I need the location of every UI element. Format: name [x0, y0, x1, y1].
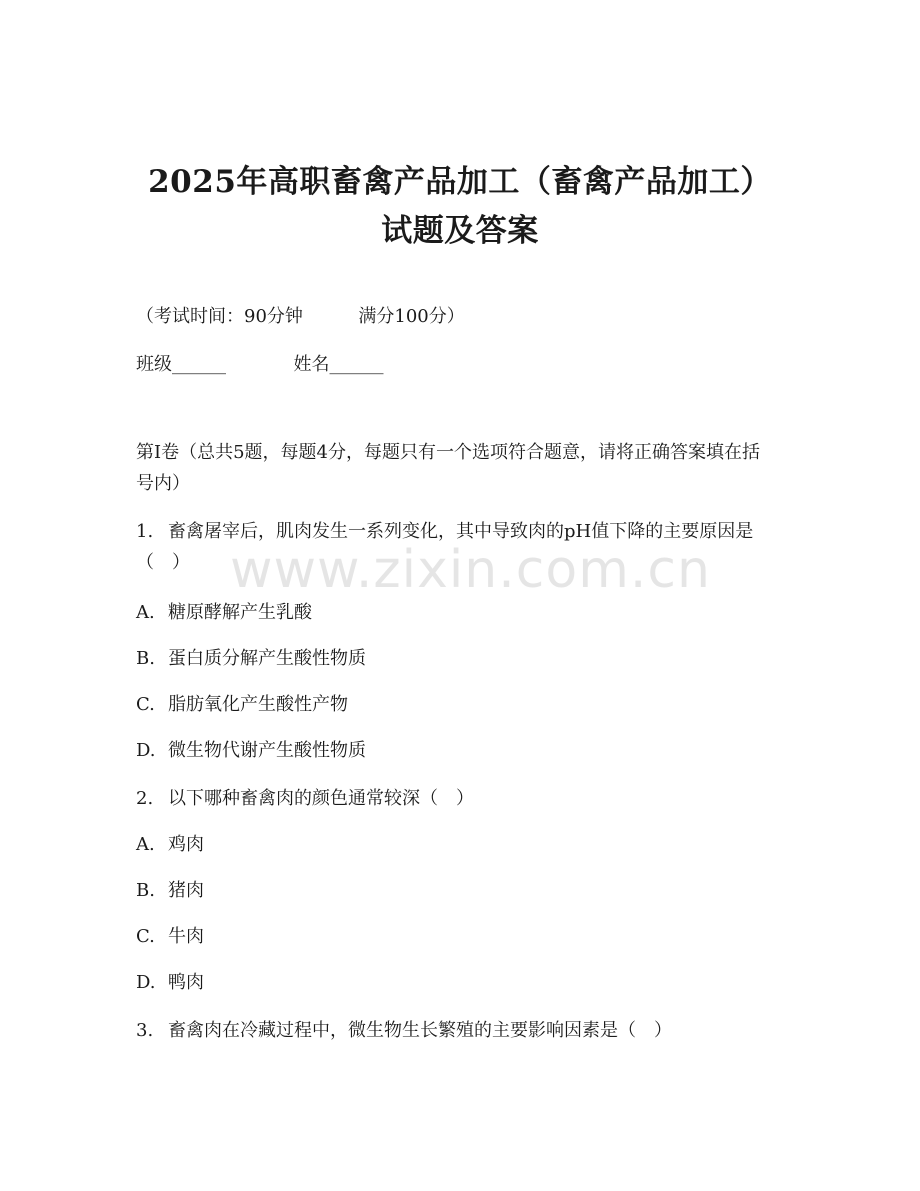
- option-text: 鸡肉: [168, 834, 204, 855]
- option-letter: C.: [136, 694, 155, 715]
- option-letter: A.: [136, 834, 155, 855]
- question-text: 畜禽肉在冷藏过程中，微生物生长繁殖的主要影响因素是（ ）: [168, 1020, 672, 1041]
- option-1c: [136, 690, 348, 716]
- option-letter: D.: [136, 740, 156, 761]
- option-2d: [136, 968, 204, 994]
- question-3: [136, 1016, 672, 1042]
- option-letter: B.: [136, 880, 155, 901]
- question-text: 畜禽屠宰后，肌肉发生一系列变化，其中导致肉的pH值下降的主要原因是（ ）: [136, 521, 754, 573]
- exam-time: （考试时间：90分钟: [136, 306, 303, 327]
- doc-title-line1: 2025年高职畜禽产品加工（畜禽产品加工）: [148, 164, 772, 200]
- option-2c: [136, 922, 204, 948]
- question-text: 以下哪种畜禽肉的颜色通常较深（ ）: [168, 788, 474, 809]
- watermark: www.zixin.com.cn: [230, 540, 711, 600]
- option-text: 脂肪氧化产生酸性产物: [168, 694, 348, 715]
- option-text: 糖原酵解产生乳酸: [168, 602, 312, 623]
- name-field: 姓名______: [293, 354, 384, 375]
- option-letter: A.: [136, 602, 155, 623]
- option-1a: [136, 598, 312, 624]
- option-text: 猪肉: [168, 880, 204, 901]
- exam-meta: [136, 302, 465, 328]
- class-field: 班级______: [136, 354, 226, 375]
- option-letter: B.: [136, 648, 155, 669]
- option-1b: [136, 644, 366, 670]
- option-1d: [136, 736, 366, 762]
- option-letter: D.: [136, 972, 156, 993]
- question-2: [136, 784, 474, 810]
- option-text: 牛肉: [168, 926, 204, 947]
- section-intro: 第I卷（总共5题，每题4分，每题只有一个选项符合题意，请将正确答案填在括号内）: [136, 442, 761, 494]
- option-2a: [136, 830, 204, 856]
- question-number: 2.: [136, 788, 154, 809]
- student-info: [136, 350, 383, 376]
- option-text: 微生物代谢产生酸性物质: [168, 740, 366, 761]
- option-letter: C.: [136, 926, 155, 947]
- option-text: 蛋白质分解产生酸性物质: [168, 648, 366, 669]
- question-number: 1.: [136, 521, 154, 542]
- option-2b: [136, 876, 204, 902]
- option-text: 鸭肉: [168, 972, 204, 993]
- question-number: 3.: [136, 1020, 154, 1041]
- doc-title-line2: 试题及答案: [381, 213, 539, 249]
- exam-score: 满分100分）: [358, 306, 465, 327]
- question-1: [136, 516, 776, 578]
